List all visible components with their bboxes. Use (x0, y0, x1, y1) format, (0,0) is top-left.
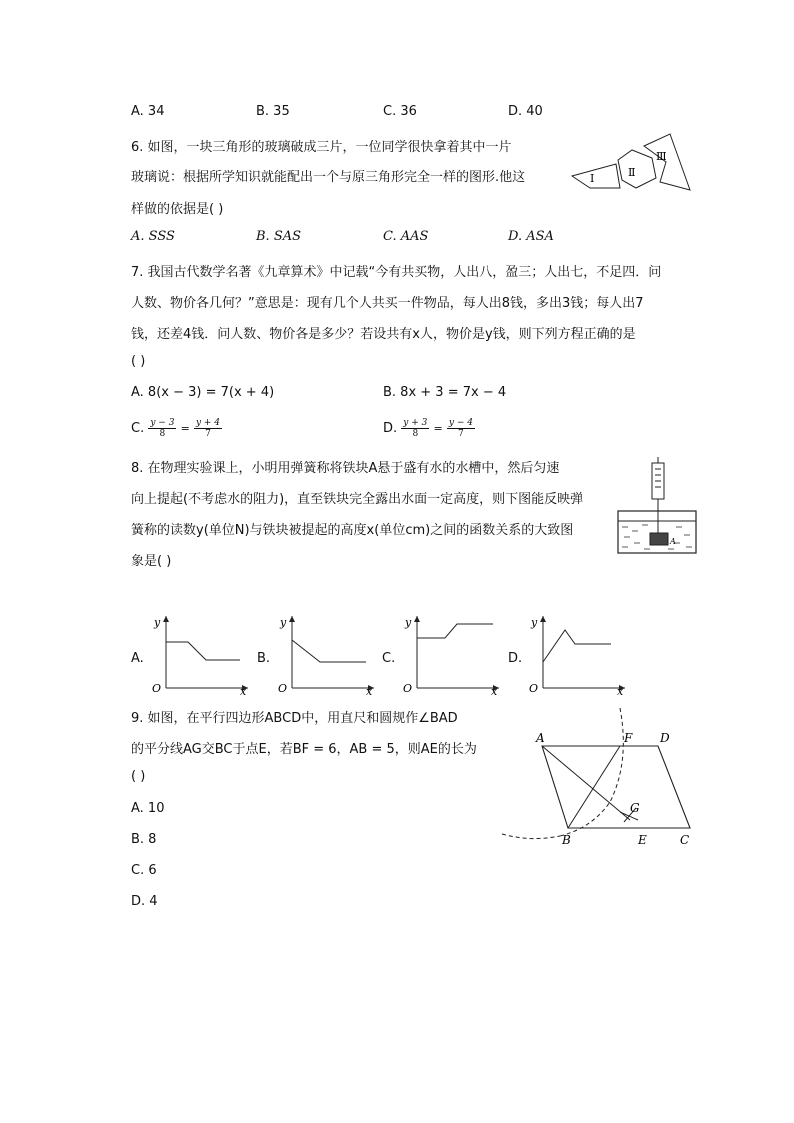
q8-graph-b-letter[interactable]: B. (257, 651, 271, 666)
q9-option-c[interactable]: C. 6 (131, 863, 157, 878)
q7-option-a[interactable]: A. 8(x − 3) = 7(x + 4) (131, 385, 275, 400)
q5-option-b[interactable]: B. 35 (256, 104, 290, 119)
q8-line-4: 象是( ) (131, 554, 172, 569)
q6-option-a[interactable]: A. SSS (131, 229, 175, 244)
glass-label-2: Ⅱ (628, 166, 636, 179)
glass-piece-2 (618, 150, 656, 188)
glass-piece-3 (644, 134, 690, 190)
glass-label-3: Ⅲ (656, 150, 667, 163)
graph-d-line (543, 630, 611, 662)
q7-line-4: ( ) (131, 354, 146, 369)
q9-option-d[interactable]: D. 4 (131, 894, 158, 909)
svg-text:O: O (529, 682, 539, 695)
q7-option-b[interactable]: B. 8x + 3 = 7x − 4 (383, 385, 507, 400)
glass-label-1: I (590, 172, 595, 185)
iron-block (650, 533, 668, 545)
svg-text:y: y (280, 616, 287, 629)
svg-text:y: y (154, 616, 161, 629)
q7-line-2: 人数、物价各几何？”意思是：现有几个人共买一件物品，每人出8钱，多出3钱；每人出7 (131, 296, 644, 311)
svg-text:x: x (366, 685, 373, 696)
svg-text:y: y (531, 616, 538, 629)
compass-arc-2 (502, 834, 560, 839)
q7-line-3: 钱，还差4钱．问人数、物价各是多少？若设共有x人，物价是y钱，则下列方程正确的是 (131, 327, 636, 342)
svg-text:O: O (403, 682, 413, 695)
q8-graph-a[interactable] (148, 612, 252, 696)
q8-graph-a-letter[interactable]: A. (131, 651, 144, 666)
svg-text:A: A (536, 731, 545, 745)
q6-option-d[interactable]: D. ASA (508, 229, 554, 244)
bisector-ae (542, 746, 630, 820)
q9-option-b[interactable]: B. 8 (131, 832, 157, 847)
svg-text:E: E (638, 833, 647, 847)
graph-a-line (166, 642, 240, 660)
q9-option-a[interactable]: A. 10 (131, 801, 165, 816)
svg-text:O: O (278, 682, 288, 695)
svg-text:O: O (152, 682, 162, 695)
graph-b-line (292, 640, 366, 662)
svg-text:D: D (660, 731, 670, 745)
q7-c-left-fraction: $\frac{y - 3}{8}$ (150, 418, 175, 439)
q7-option-d-label: D. (383, 421, 398, 436)
glass-piece-1 (572, 164, 620, 188)
q6-line-2: 玻璃说：根据所学知识就能配出一个与原三角形完全一样的图形.他这 (131, 170, 526, 185)
q7-d-left-fraction: $\frac{y + 3}{8}$ (403, 418, 428, 439)
spring-scale-tank-figure (616, 455, 700, 557)
q7-line-1: 7. 我国古代数学名著《九章算术》中记载“今有共买物，人出八，盈三；人出七，不足四．问 (131, 265, 662, 280)
q6-line-1: 6. 如图，一块三角形的玻璃破成三片，一位同学很快拿着其中一片 (131, 140, 512, 155)
q6-option-c[interactable]: C. AAS (383, 229, 429, 244)
q7-option-d[interactable]: D. $\frac{y + 3}{8}$ = $\frac{y - 4}{7}$ (383, 418, 473, 439)
q7-d-right-fraction: $\frac{y - 4}{7}$ (448, 418, 473, 439)
q8-line-3: 簧称的读数y(单位N)与铁块被提起的高度x(单位cm)之间的函数关系的大致图 (131, 523, 574, 538)
parallelogram-figure (500, 702, 700, 852)
q5-option-a[interactable]: A. 34 (131, 104, 165, 119)
graph-c-line (417, 624, 493, 638)
q8-line-1: 8. 在物理实验课上，小明用弹簧称将铁块A悬于盛有水的水槽中，然后匀速 (131, 461, 560, 476)
svg-text:B: B (562, 833, 571, 847)
svg-text:C: C (680, 833, 690, 847)
svg-text:x: x (491, 685, 498, 696)
q7-option-c-label: C. (131, 421, 145, 436)
iron-block-label: A (670, 537, 676, 546)
q6-option-b[interactable]: B. SAS (256, 229, 302, 244)
q7-option-c[interactable]: C. $\frac{y - 3}{8}$ = $\frac{y + 4}{7}$ (131, 418, 221, 439)
svg-text:y: y (405, 616, 412, 629)
svg-text:x: x (240, 685, 247, 696)
q8-graph-d-letter[interactable]: D. (508, 651, 523, 666)
compass-arc-1 (560, 708, 623, 836)
q8-graph-d[interactable] (525, 612, 629, 696)
water-tank (618, 511, 696, 553)
q6-line-3: 样做的依据是( ) (131, 202, 224, 217)
q9-line-2: 的平分线AG交BC于点E，若BF = 6，AB = 5，则AE的长为 (131, 742, 477, 757)
broken-glass-figure (570, 132, 694, 194)
q8-graph-c[interactable] (399, 612, 503, 696)
q8-graph-c-letter[interactable]: C. (382, 651, 396, 666)
q7-c-right-fraction: $\frac{y + 4}{7}$ (195, 418, 221, 439)
q5-option-d[interactable]: D. 40 (508, 104, 543, 119)
segment-bf (568, 746, 620, 828)
q8-line-2: 向上提起(不考虑水的阻力)，直至铁块完全露出水面一定高度，则下图能反映弹 (131, 492, 584, 507)
q9-line-3: ( ) (131, 769, 146, 784)
svg-text:x: x (617, 685, 624, 696)
q5-option-c[interactable]: C. 36 (383, 104, 417, 119)
q8-graph-b[interactable] (274, 612, 378, 696)
svg-text:G: G (630, 801, 640, 815)
svg-text:F: F (624, 731, 633, 745)
q9-line-1: 9. 如图，在平行四边形ABCD中，用直尺和圆规作∠BAD (131, 711, 458, 726)
